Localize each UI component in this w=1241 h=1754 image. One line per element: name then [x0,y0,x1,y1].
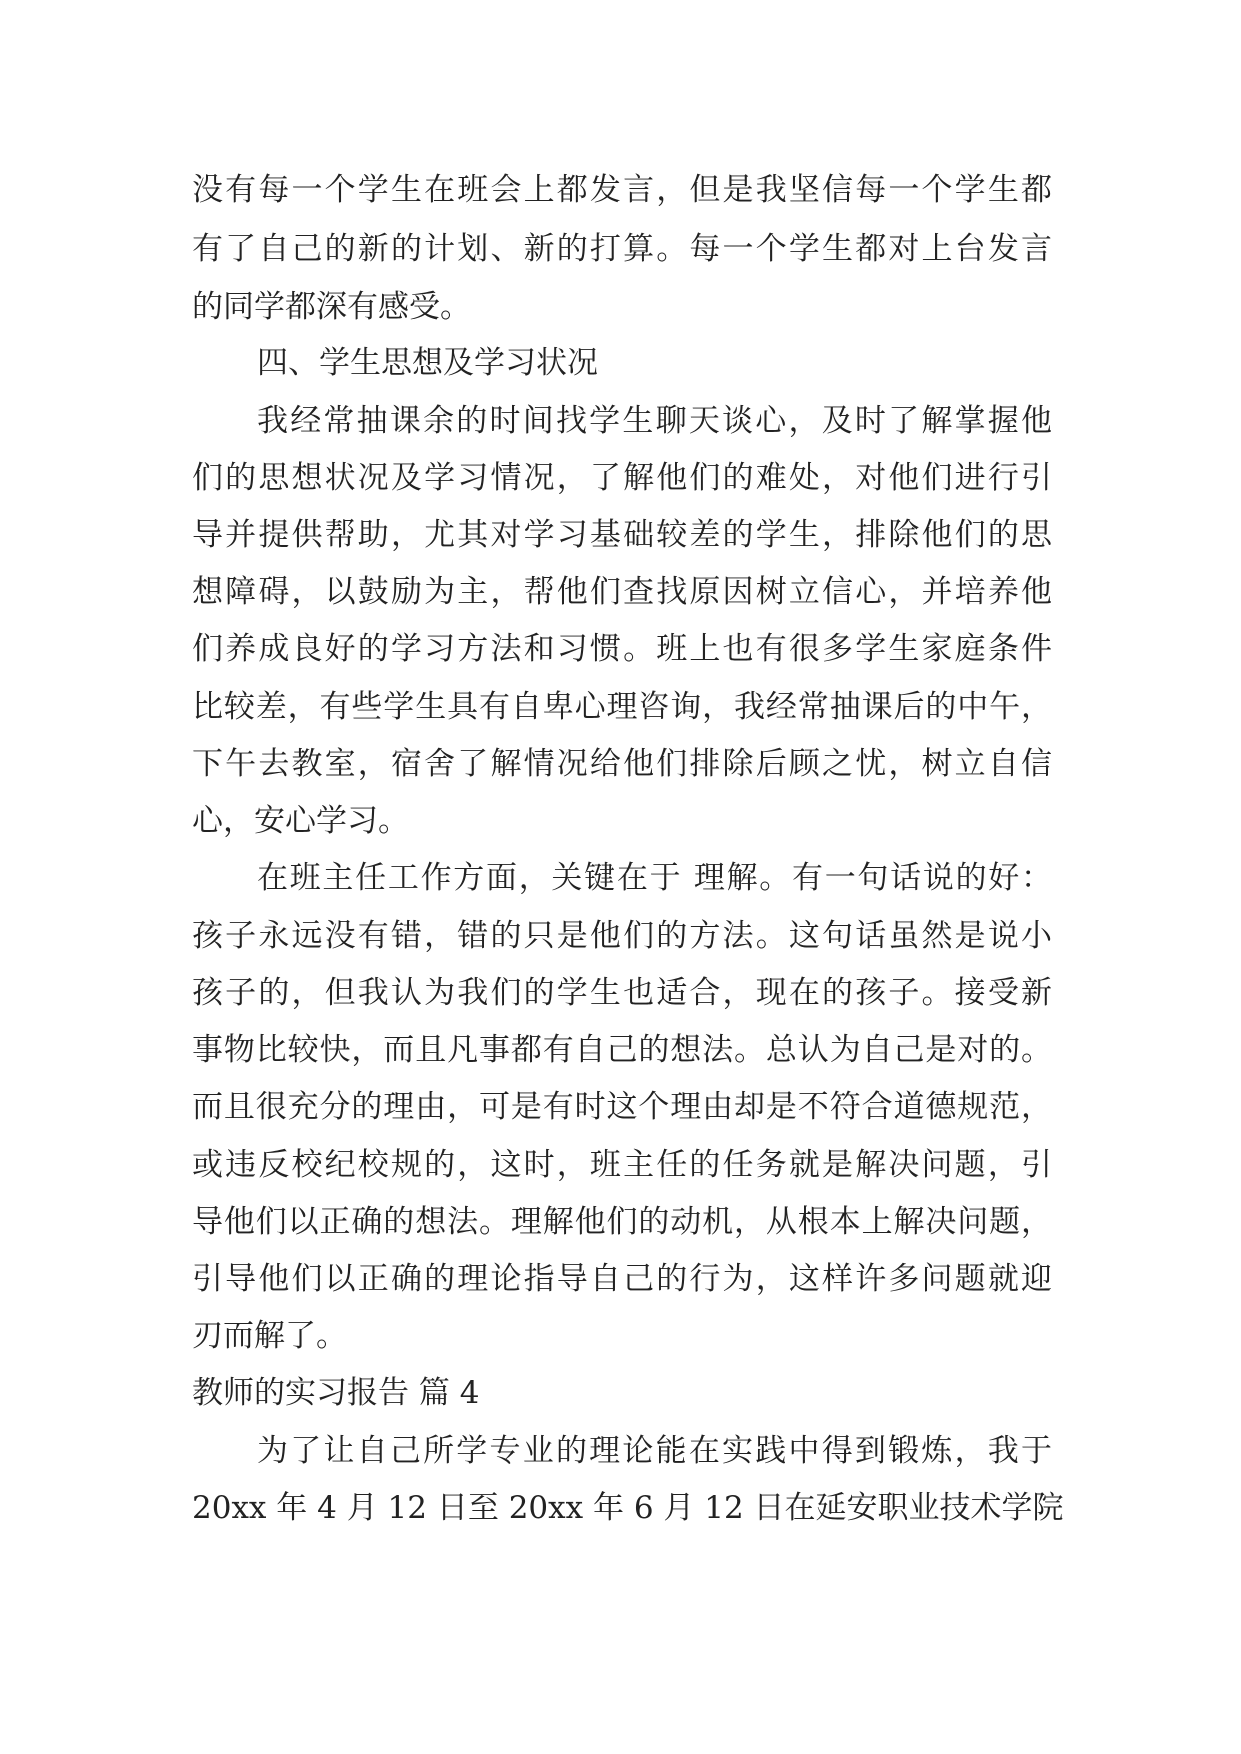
text-line: 心，安心学习。 [192,803,409,839]
article-heading: 教师的实习报告 篇 4 [192,1375,480,1411]
text-line: 或违反校纪校规的，这时，班主任的任务就是解决问题，引 [192,1147,1052,1183]
text-line: 刃而解了。 [192,1318,347,1354]
text-line: 孩子永远没有错，错的只是他们的方法。这句话虽然是说小 [192,918,1052,954]
text-line: 我经常抽课余的时间找学生聊天谈心，及时了解掌握他 [257,403,1052,439]
text-line: 有了自己的新的计划、新的打算。每一个学生都对上台发言 [192,231,1052,267]
text-line: 引导他们以正确的理论指导自己的行为，这样许多问题就迎 [192,1261,1052,1297]
text-line: 想障碍，以鼓励为主，帮他们查找原因树立信心，并培养他 [192,574,1052,610]
text-line: 孩子的，但我认为我们的学生也适合，现在的孩子。接受新 [192,975,1052,1011]
text-line: 20xx 年 4 月 12 日至 20xx 年 6 月 12 日在延安职业技术学院 [192,1490,1064,1526]
text-line: 比较差，有些学生具有自卑心理咨询，我经常抽课后的中午， [192,689,1052,725]
text-line: 们养成良好的学习方法和习惯。班上也有很多学生家庭条件 [192,631,1052,667]
text-line: 事物比较快，而且凡事都有自己的想法。总认为自己是对的。 [192,1032,1052,1068]
section-heading: 四、学生思想及学习状况 [257,345,598,381]
text-line: 导并提供帮助，尤其对学习基础较差的学生，排除他们的思 [192,517,1052,553]
text-line: 没有每一个学生在班会上都发言，但是我坚信每一个学生都 [192,172,1052,208]
text-line: 在班主任工作方面，关键在于 理解。有一句话说的好： [257,860,1052,896]
text-line: 下午去教室，宿舍了解情况给他们排除后顾之忧，树立自信 [192,746,1052,782]
text-line: 导他们以正确的想法。理解他们的动机，从根本上解决问题， [192,1204,1052,1240]
text-line: 们的思想状况及学习情况，了解他们的难处，对他们进行引 [192,460,1052,496]
text-line: 为了让自己所学专业的理论能在实践中得到锻炼，我于 [257,1433,1052,1469]
text-line: 的同学都深有感受。 [192,289,471,325]
text-line: 而且很充分的理由，可是有时这个理由却是不符合道德规范， [192,1089,1052,1125]
